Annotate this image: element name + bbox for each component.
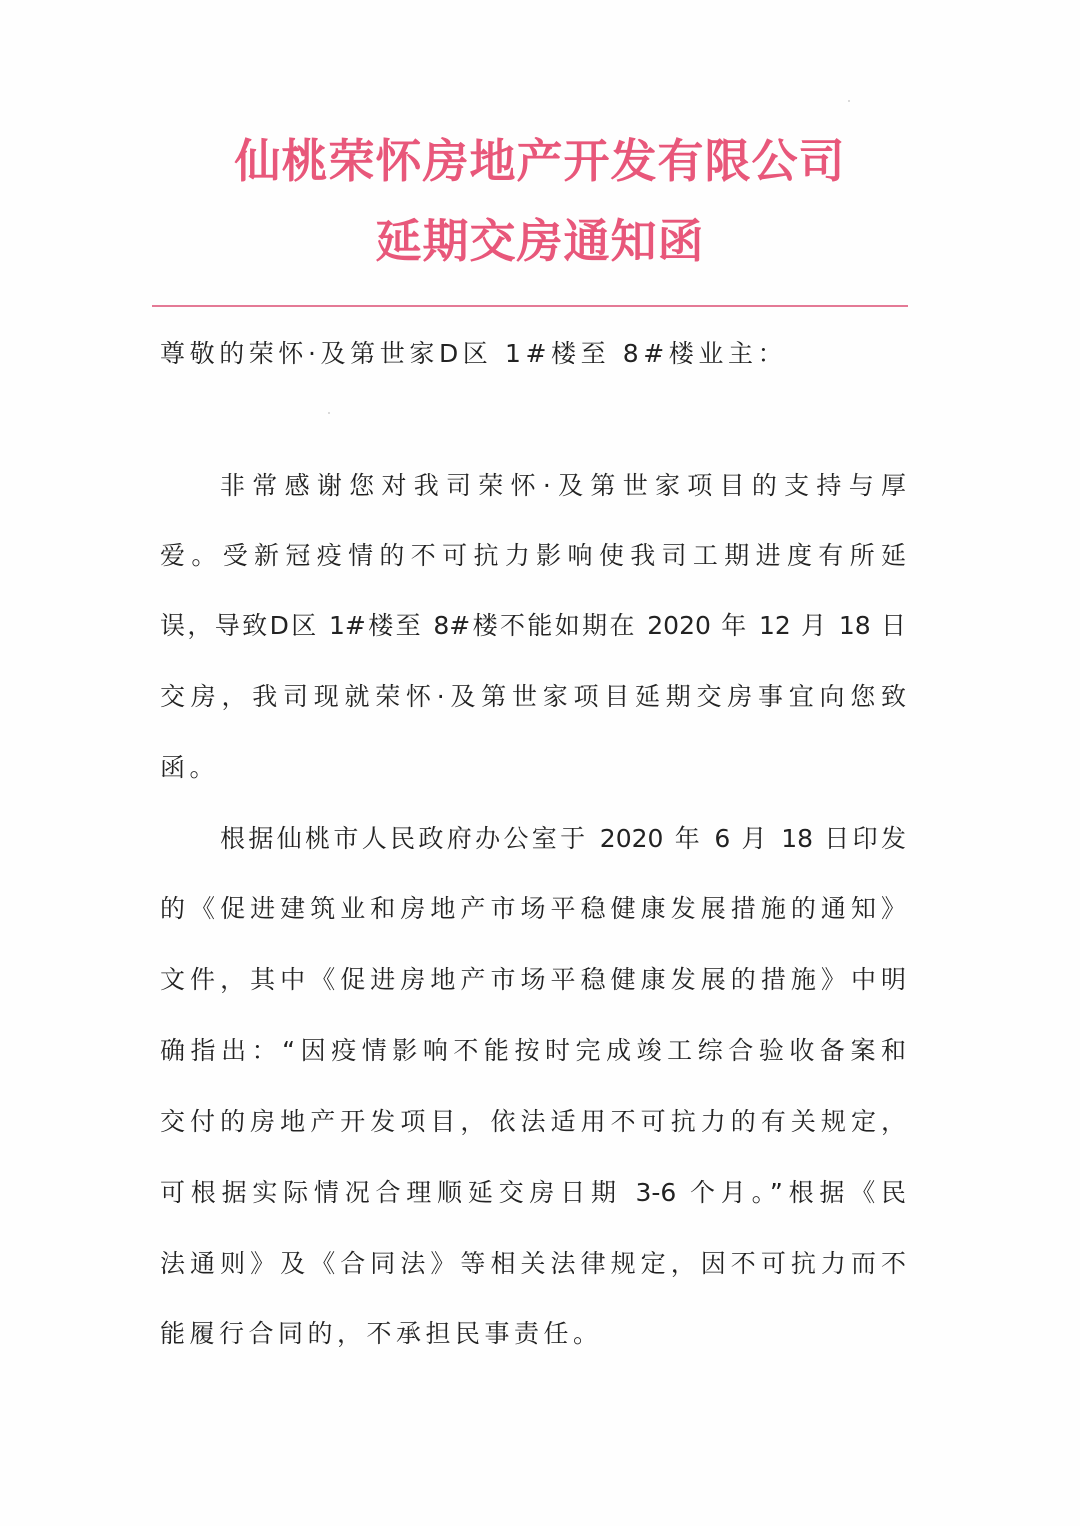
paragraph-1-line-4: 交房，我司现就荣怀·及第世家项目延期交房事宜向您致 <box>160 682 906 711</box>
scan-speck <box>328 412 330 414</box>
salutation: 尊敬的荣怀·及第世家D区 1#楼至 8#楼业主： <box>160 339 788 368</box>
paragraph-1-line-2: 爱。受新冠疫情的不可抗力影响使我司工期进度有所延 <box>160 541 906 570</box>
paragraph-1-line-5: 函。 <box>160 753 220 782</box>
paragraph-1-line-3: 误，导致D区 1#楼至 8#楼不能如期在 2020 年 12 月 18 日 <box>160 611 906 640</box>
paragraph-2-line-6: 可根据实际情况合理顺延交房日期 3-6 个月。”根据《民 <box>160 1178 906 1207</box>
paragraph-2-line-3: 文件，其中《促进房地产市场平稳健康发展的措施》中明 <box>160 965 906 994</box>
header-divider <box>152 305 908 307</box>
paragraph-2-line-2: 的《促进建筑业和房地产市场平稳健康发展措施的通知》 <box>160 894 906 923</box>
paragraph-2-line-5: 交付的房地产开发项目，依法适用不可抗力的有关规定， <box>160 1107 906 1136</box>
company-name-heading: 仙桃荣怀房地产开发有限公司 <box>234 134 846 188</box>
paragraph-1-line-1: 非常感谢您对我司荣怀·及第世家项目的支持与厚 <box>220 471 906 500</box>
scan-speck <box>848 100 850 102</box>
notice-title-heading: 延期交房通知函 <box>375 214 705 268</box>
paragraph-2-line-1: 根据仙桃市人民政府办公室于 2020 年 6 月 18 日印发 <box>220 824 906 853</box>
paragraph-2-line-8: 能履行合同的，不承担民事责任。 <box>160 1319 603 1348</box>
paragraph-2-line-7: 法通则》及《合同法》等相关法律规定，因不可抗力而不 <box>160 1249 906 1278</box>
paragraph-2-line-4: 确指出：“因疫情影响不能按时完成竣工综合验收备案和 <box>160 1036 906 1065</box>
